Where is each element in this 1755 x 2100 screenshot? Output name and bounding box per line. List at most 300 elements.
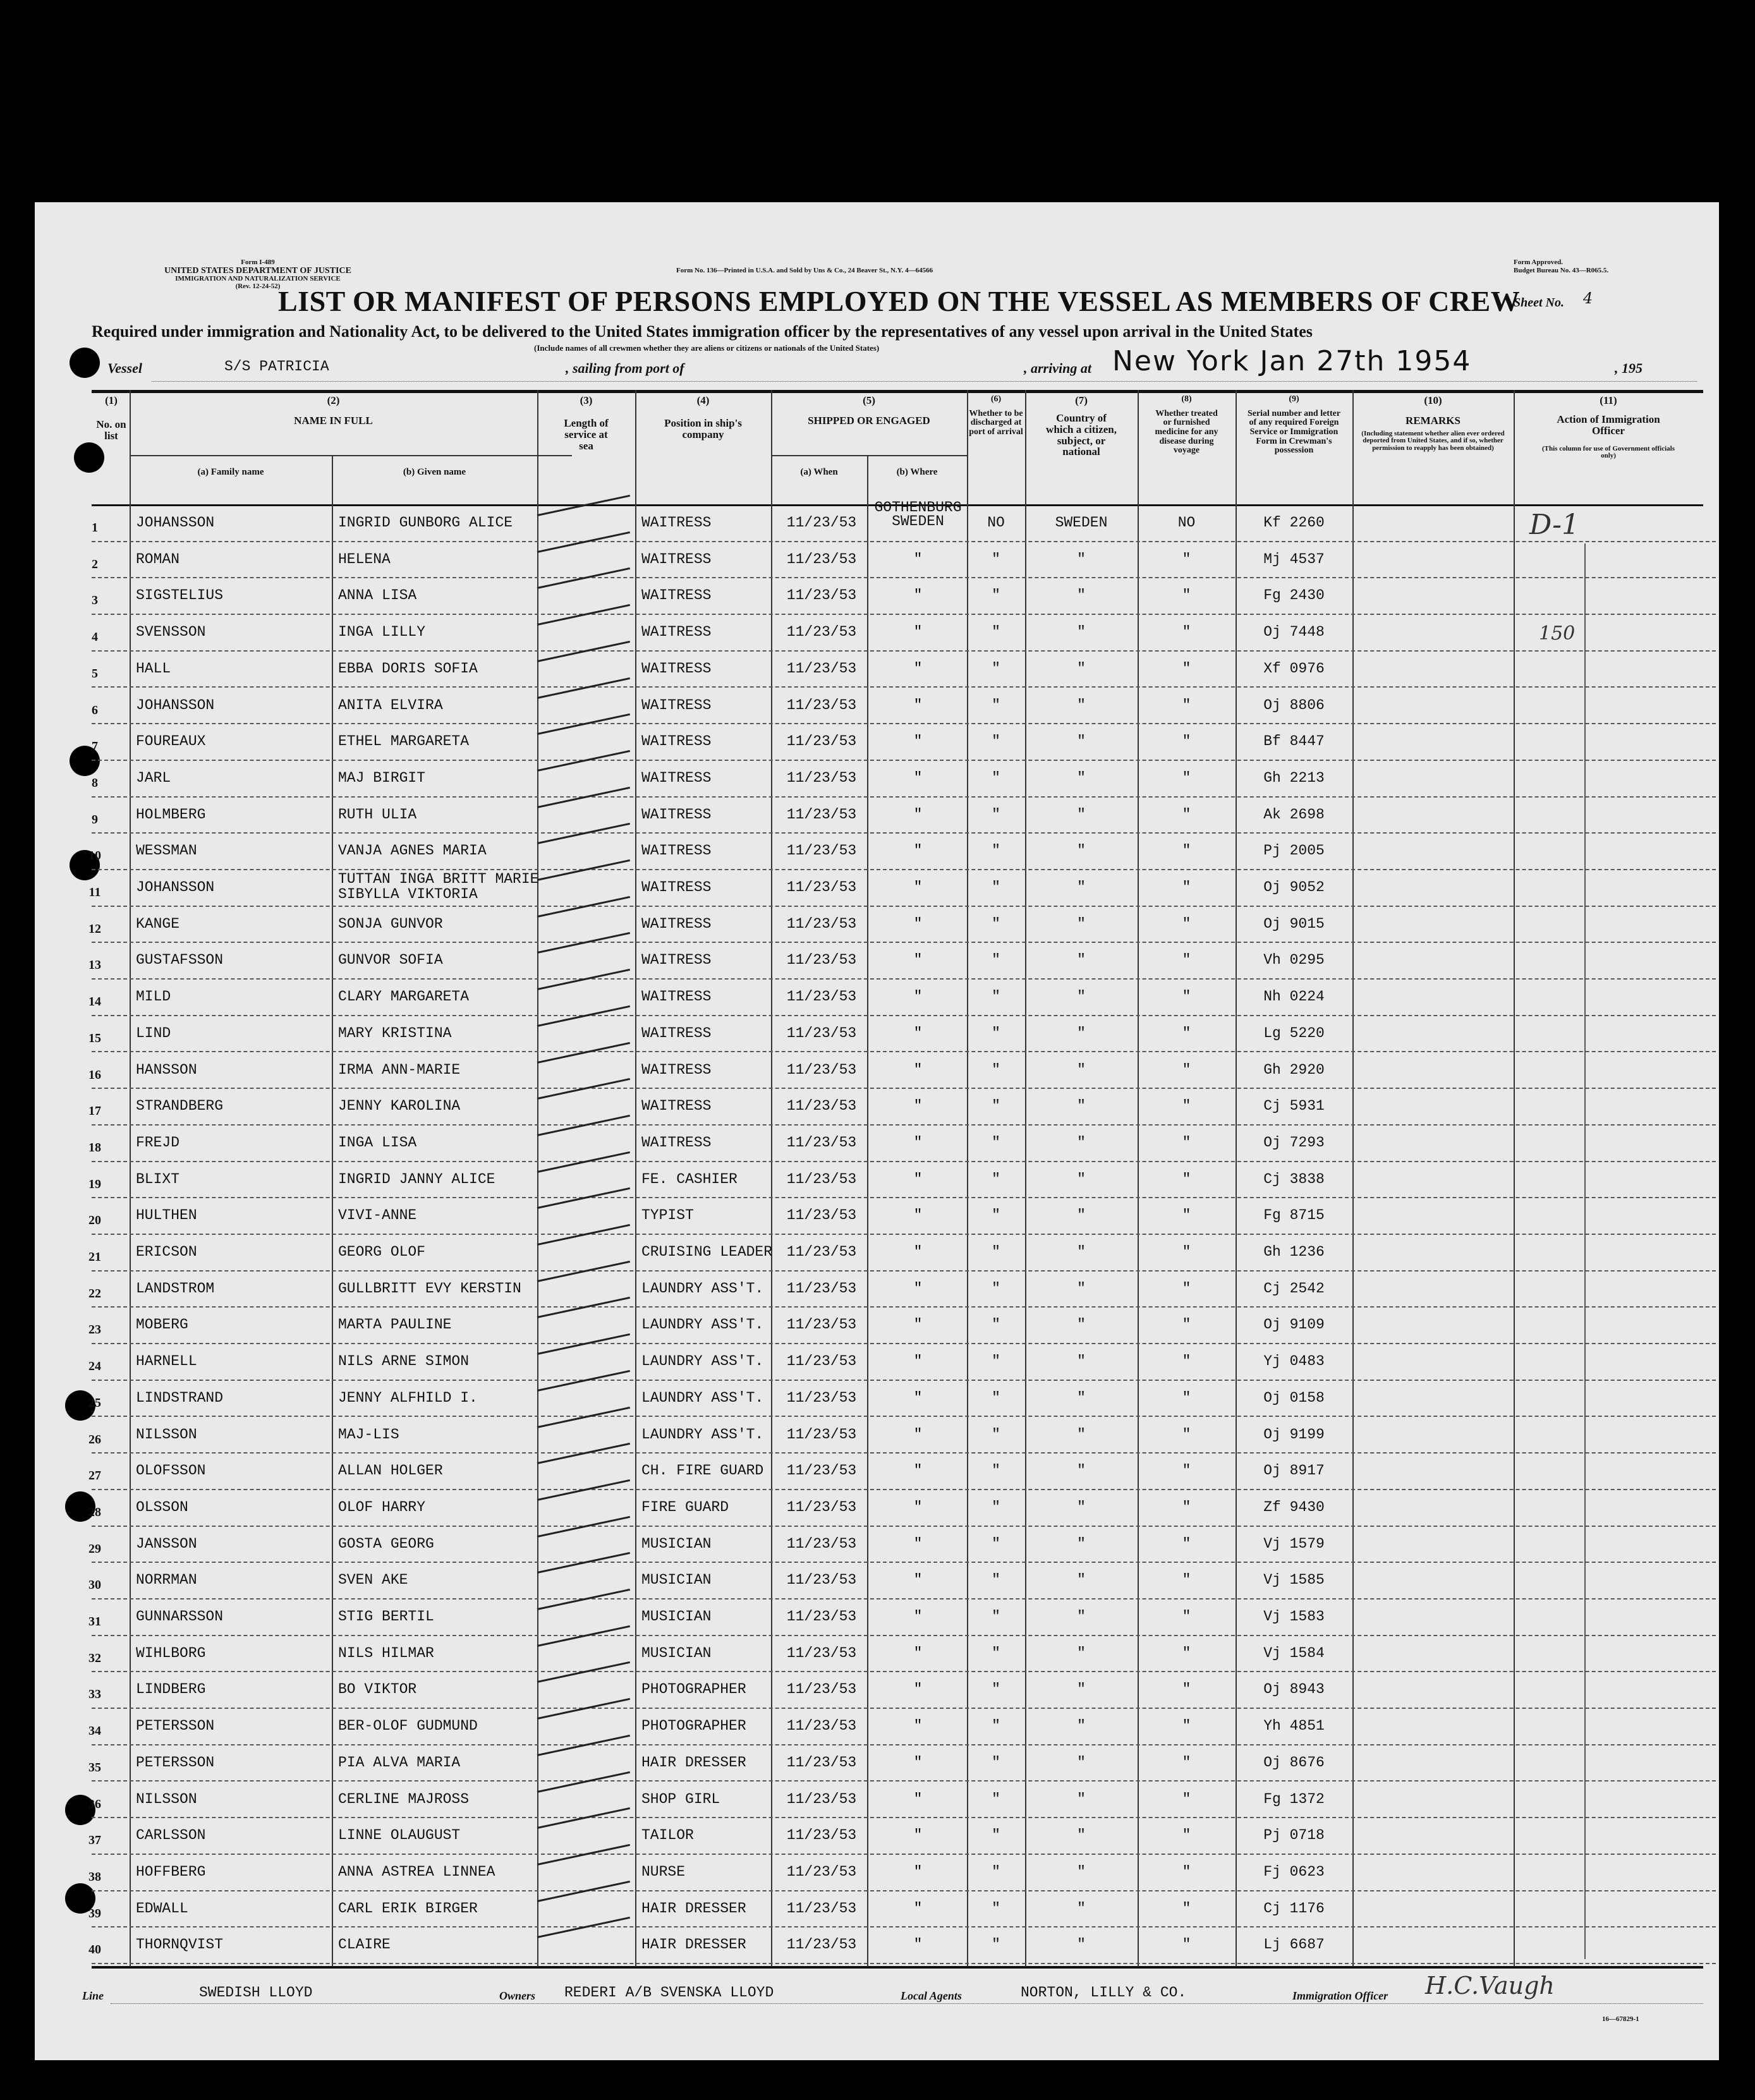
shipped-where-cell: " xyxy=(913,988,923,1005)
position-cell: CRUISING LEADER xyxy=(641,1244,773,1260)
discharged-cell: " xyxy=(992,842,1000,859)
given-name-cell: GEORG OLOF xyxy=(338,1244,426,1260)
discharged-cell: " xyxy=(992,1644,1000,1661)
given-name-cell: MARTA PAULINE xyxy=(338,1316,452,1333)
given-name-cell: HELENA xyxy=(338,550,391,567)
discharged-cell: " xyxy=(992,1681,1000,1698)
country-cell: " xyxy=(1077,1936,1086,1953)
discharged-cell: " xyxy=(992,988,1000,1005)
serial-number-cell: Nh 0224 xyxy=(1263,988,1325,1005)
table-row xyxy=(35,1053,1719,1089)
given-name-cell: RUTH ULIA xyxy=(338,806,417,823)
family-name-cell: NILSSON xyxy=(136,1790,197,1807)
row-number: 19 xyxy=(88,1177,101,1191)
row-number: 32 xyxy=(88,1651,101,1665)
row-number: 28 xyxy=(88,1505,101,1519)
discharged-cell: " xyxy=(992,1936,1000,1953)
serial-number-cell: Pj 0718 xyxy=(1263,1827,1325,1844)
medicine-cell: " xyxy=(1182,1280,1191,1297)
row-number: 2 xyxy=(92,557,98,571)
vessel-rule xyxy=(152,381,1697,382)
medicine-cell: " xyxy=(1182,1061,1191,1078)
shipped-where-cell: " xyxy=(913,952,923,969)
discharged-cell: " xyxy=(992,1244,1000,1260)
row-number: 27 xyxy=(88,1469,101,1483)
country-cell: " xyxy=(1077,1353,1086,1370)
family-name-cell: HULTHEN xyxy=(136,1207,197,1224)
family-name-cell: GUNNARSSON xyxy=(136,1608,224,1625)
row-number: 1 xyxy=(92,521,98,535)
owners-name: REDERI A/B SVENSKA LLOYD xyxy=(564,1984,774,2001)
shipped-where-cell: " xyxy=(913,915,923,932)
given-name-cell: BER-OLOF GUDMUND xyxy=(338,1718,478,1735)
family-name-cell: LIND xyxy=(136,1024,171,1041)
shipped-when-cell: 11/23/53 xyxy=(786,988,857,1005)
given-name-cell: MAJ-LIS xyxy=(338,1426,399,1443)
shipped-when-cell: 11/23/53 xyxy=(786,1244,857,1260)
shipped-where-cell: " xyxy=(913,1098,923,1115)
table-top-rule xyxy=(92,390,1703,393)
family-name-cell: HALL xyxy=(136,660,171,677)
given-name-cell: CLAIRE xyxy=(338,1936,391,1953)
family-name-cell: STRANDBERG xyxy=(136,1098,224,1115)
shipped-where-cell: " xyxy=(913,1608,923,1625)
serial-number-cell: Pj 2005 xyxy=(1263,842,1325,859)
serial-number-cell: Cj 3838 xyxy=(1263,1170,1325,1187)
position-cell: WAITRESS xyxy=(641,624,712,641)
officer-pencil-line xyxy=(1584,543,1586,1959)
discharged-cell: " xyxy=(992,1280,1000,1297)
country-cell: " xyxy=(1077,1316,1086,1333)
discharged-cell: " xyxy=(992,1061,1000,1078)
position-cell: WAITRESS xyxy=(641,988,712,1005)
serial-number-cell: Fg 8715 xyxy=(1263,1207,1325,1224)
medicine-cell: " xyxy=(1182,660,1191,677)
table-row xyxy=(35,1782,1719,1819)
medicine-cell: " xyxy=(1182,842,1191,859)
shipped-when-cell: 11/23/53 xyxy=(786,1498,857,1515)
row-number: 10 xyxy=(88,849,101,863)
serial-number-cell: Oj 0158 xyxy=(1263,1389,1325,1406)
year-suffix: , 195 xyxy=(1615,360,1643,376)
shipped-where-cell: " xyxy=(913,550,923,567)
shipped-where-cell: " xyxy=(913,1316,923,1333)
position-cell: LAUNDRY ASS'T. xyxy=(641,1426,764,1443)
medicine-cell: " xyxy=(1182,1681,1191,1698)
shipped-where-cell: " xyxy=(913,1024,923,1041)
shipped-when-cell: 11/23/53 xyxy=(786,1572,857,1589)
country-cell: " xyxy=(1077,806,1086,823)
serial-number-cell: Ak 2698 xyxy=(1263,806,1325,823)
discharged-cell: " xyxy=(992,1718,1000,1735)
sailing-label: , sailing from port of xyxy=(566,360,684,376)
discharged-cell: " xyxy=(992,1170,1000,1187)
country-cell: " xyxy=(1077,1098,1086,1115)
medicine-cell: " xyxy=(1182,1353,1191,1370)
row-number: 17 xyxy=(88,1104,101,1119)
shipped-where-cell: " xyxy=(913,1718,923,1735)
discharged-cell: " xyxy=(992,660,1000,677)
discharged-cell: " xyxy=(992,550,1000,567)
arriving-label: , arriving at xyxy=(1024,360,1091,376)
table-row xyxy=(35,688,1719,725)
shipped-when-cell: 11/23/53 xyxy=(786,1170,857,1187)
position-cell: LAUNDRY ASS'T. xyxy=(641,1316,764,1333)
row-number: 29 xyxy=(88,1541,101,1556)
line-name: SWEDISH LLOYD xyxy=(199,1984,313,2001)
medicine-cell: " xyxy=(1182,733,1191,750)
family-name-cell: BLIXT xyxy=(136,1170,180,1187)
family-name-cell: GUSTAFSSON xyxy=(136,952,224,969)
given-name-cell: INGRID GUNBORG ALICE xyxy=(338,514,513,531)
table-row xyxy=(35,1089,1719,1126)
row-number: 35 xyxy=(88,1760,101,1775)
table-row xyxy=(35,834,1719,870)
row-number: 18 xyxy=(88,1140,101,1155)
row-number: 6 xyxy=(92,703,98,717)
medicine-cell: " xyxy=(1182,1498,1191,1515)
medicine-cell: " xyxy=(1182,624,1191,641)
country-cell: " xyxy=(1077,1426,1086,1443)
col-header-shipped: (5) SHIPPED OR ENGAGED xyxy=(808,394,930,427)
row-number: 26 xyxy=(88,1432,101,1447)
row-number: 38 xyxy=(88,1869,101,1884)
col-header-officer-action: (11) Action of Immigration Officer (This column for use of Government officials only) xyxy=(1541,394,1675,460)
family-name-cell: CARLSSON xyxy=(136,1827,206,1844)
serial-number-cell: Cj 2542 xyxy=(1263,1280,1325,1297)
page-title: LIST OR MANIFEST OF PERSONS EMPLOYED ON THE VESSEL AS MEMBERS OF CREW xyxy=(278,285,1521,317)
shipped-split-rule xyxy=(771,455,967,456)
shipped-when-cell: 11/23/53 xyxy=(786,1936,857,1953)
family-name-cell: WIHLBORG xyxy=(136,1644,206,1661)
discharged-cell: " xyxy=(992,952,1000,969)
country-cell: " xyxy=(1077,842,1086,859)
shipped-when-cell: 11/23/53 xyxy=(786,1061,857,1078)
shipped-where-cell: " xyxy=(913,1644,923,1661)
shipped-where-cell: " xyxy=(913,733,923,750)
country-cell: " xyxy=(1077,1644,1086,1661)
shipped-where-cell: " xyxy=(913,1754,923,1771)
row-number: 31 xyxy=(88,1615,101,1629)
medicine-cell: " xyxy=(1182,769,1191,786)
position-cell: TAILOR xyxy=(641,1827,694,1844)
family-name-cell: FOUREAUX xyxy=(136,733,206,750)
country-cell: " xyxy=(1077,1535,1086,1552)
position-cell: LAUNDRY ASS'T. xyxy=(641,1353,764,1370)
agents-name: NORTON, LILLY & CO. xyxy=(1021,1984,1187,2001)
row-number: 15 xyxy=(88,1031,101,1045)
given-name-cell: VIVI-ANNE xyxy=(338,1207,417,1224)
shipped-where-cell: GOTHENBURG SWEDEN xyxy=(874,499,962,530)
given-name-cell: SVEN AKE xyxy=(338,1572,408,1589)
serial-number-cell: Xf 0976 xyxy=(1263,660,1325,677)
col-header-family-name: (a) Family name xyxy=(197,467,264,477)
given-name-cell: CARL ERIK BIRGER xyxy=(338,1900,478,1917)
shipped-when-cell: 11/23/53 xyxy=(786,696,857,713)
shipped-when-cell: 11/23/53 xyxy=(786,1900,857,1917)
subtitle: Required under immigration and Nationality Act, to be delivered to the United States immigration officer by the representatives of any vessel upon arrival in the United States xyxy=(92,322,1313,341)
discharged-cell: " xyxy=(992,1827,1000,1844)
position-cell: WAITRESS xyxy=(641,587,712,604)
row-number: 30 xyxy=(88,1578,101,1593)
shipped-when-cell: 11/23/53 xyxy=(786,1462,857,1479)
form-code: 16—67829-1 xyxy=(1602,2015,1639,2023)
table-row xyxy=(35,1417,1719,1454)
family-name-cell: NILSSON xyxy=(136,1426,197,1443)
row-number: 33 xyxy=(88,1687,101,1702)
given-name-cell: IRMA ANN-MARIE xyxy=(338,1061,461,1078)
family-name-cell: PETERSSON xyxy=(136,1718,215,1735)
discharged-cell: " xyxy=(992,624,1000,641)
discharged-cell: " xyxy=(992,1535,1000,1552)
position-cell: MUSICIAN xyxy=(641,1608,712,1625)
country-cell: " xyxy=(1077,1754,1086,1771)
sheet-number: 4 xyxy=(1583,289,1593,307)
family-name-cell: MOBERG xyxy=(136,1316,188,1333)
discharged-cell: " xyxy=(992,1498,1000,1515)
position-cell: LAUNDRY ASS'T. xyxy=(641,1280,764,1297)
shipped-when-cell: 11/23/53 xyxy=(786,769,857,786)
medicine-cell: NO xyxy=(1177,514,1196,531)
table-row xyxy=(35,1126,1719,1162)
row-number: 5 xyxy=(92,666,98,681)
col-header-country: (7) Country of which a citizen, subject, or national xyxy=(1046,394,1117,458)
given-name-cell: INGA LILLY xyxy=(338,624,426,641)
col-header-discharged: (6) Whether to be discharged at port of arrival xyxy=(969,394,1023,437)
shipped-when-cell: 11/23/53 xyxy=(786,1681,857,1698)
shipped-where-cell: " xyxy=(913,1498,923,1515)
shipped-where-cell: " xyxy=(913,624,923,641)
discharged-cell: NO xyxy=(987,514,1005,531)
family-name-cell: JOHANSSON xyxy=(136,879,215,895)
country-cell: SWEDEN xyxy=(1055,514,1108,531)
form-rev: (Rev. 12-24-52) xyxy=(235,282,281,290)
given-name-cell: NILS HILMAR xyxy=(338,1644,434,1661)
discharged-cell: " xyxy=(992,1790,1000,1807)
shipped-where-cell: " xyxy=(913,1681,923,1698)
country-cell: " xyxy=(1077,1681,1086,1698)
discharged-cell: " xyxy=(992,1098,1000,1115)
country-cell: " xyxy=(1077,624,1086,641)
shipped-when-cell: 11/23/53 xyxy=(786,1098,857,1115)
vessel-label: Vessel xyxy=(107,360,142,376)
family-name-cell: ROMAN xyxy=(136,550,180,567)
given-name-cell: BO VIKTOR xyxy=(338,1681,417,1698)
given-name-cell: NILS ARNE SIMON xyxy=(338,1353,470,1370)
table-row xyxy=(35,1855,1719,1891)
serial-number-cell: Lg 5220 xyxy=(1263,1024,1325,1041)
family-name-cell: OLOFSSON xyxy=(136,1462,206,1479)
shipped-where-cell: " xyxy=(913,1936,923,1953)
table-row xyxy=(35,1563,1719,1599)
row-number: 11 xyxy=(88,885,101,899)
table-row xyxy=(35,907,1719,944)
name-split-rule xyxy=(130,455,572,456)
discharged-cell: " xyxy=(992,1572,1000,1589)
serial-number-cell: Fg 2430 xyxy=(1263,587,1325,604)
punch-hole xyxy=(70,348,100,378)
shipped-when-cell: 11/23/53 xyxy=(786,1280,857,1297)
row-number: 8 xyxy=(92,775,98,790)
row-rule xyxy=(92,1963,1716,1964)
shipped-where-cell: " xyxy=(913,696,923,713)
col-header-service-length: (3) Length of service at sea xyxy=(564,394,609,452)
medicine-cell: " xyxy=(1182,696,1191,713)
shipped-when-cell: 11/23/53 xyxy=(786,1134,857,1151)
serial-number-cell: Bf 8447 xyxy=(1263,733,1325,750)
col-header-when: (a) When xyxy=(800,467,838,477)
shipped-where-cell: " xyxy=(913,769,923,786)
given-name-cell: MARY KRISTINA xyxy=(338,1024,452,1041)
shipped-where-cell: " xyxy=(913,1207,923,1224)
medicine-cell: " xyxy=(1182,1170,1191,1187)
position-cell: WAITRESS xyxy=(641,952,712,969)
position-cell: MUSICIAN xyxy=(641,1644,712,1661)
table-row xyxy=(35,1308,1719,1344)
discharged-cell: " xyxy=(992,1389,1000,1406)
shipped-where-cell: " xyxy=(913,660,923,677)
country-cell: " xyxy=(1077,1280,1086,1297)
country-cell: " xyxy=(1077,1827,1086,1844)
arriving-port-date: New York Jan 27th 1954 xyxy=(1112,345,1472,377)
given-name-cell: SONJA GUNVOR xyxy=(338,915,443,932)
country-cell: " xyxy=(1077,769,1086,786)
medicine-cell: " xyxy=(1182,1790,1191,1807)
family-name-cell: HOFFBERG xyxy=(136,1863,206,1880)
medicine-cell: " xyxy=(1182,1608,1191,1625)
family-name-cell: SVENSSON xyxy=(136,624,206,641)
country-cell: " xyxy=(1077,1790,1086,1807)
country-cell: " xyxy=(1077,1207,1086,1224)
manifest-sheet xyxy=(35,202,1719,2060)
position-cell: WAITRESS xyxy=(641,733,712,750)
family-name-cell: JOHANSSON xyxy=(136,514,215,531)
medicine-cell: " xyxy=(1182,1098,1191,1115)
country-cell: " xyxy=(1077,1244,1086,1260)
medicine-cell: " xyxy=(1182,806,1191,823)
family-name-cell: ERICSON xyxy=(136,1244,197,1260)
position-cell: WAITRESS xyxy=(641,806,712,823)
discharged-cell: " xyxy=(992,1353,1000,1370)
table-row xyxy=(35,1599,1719,1636)
family-name-cell: NORRMAN xyxy=(136,1572,197,1589)
shipped-where-cell: " xyxy=(913,1244,923,1260)
family-name-cell: HANSSON xyxy=(136,1061,197,1078)
table-row xyxy=(35,1381,1719,1417)
sheet-label: Sheet No. xyxy=(1514,296,1564,310)
col-header-where: (b) Where xyxy=(896,467,938,477)
family-name-cell: JOHANSSON xyxy=(136,696,215,713)
discharged-cell: " xyxy=(992,1462,1000,1479)
position-cell: WAITRESS xyxy=(641,660,712,677)
vessel-name: S/S PATRICIA xyxy=(224,358,329,375)
shipped-when-cell: 11/23/53 xyxy=(786,1353,857,1370)
shipped-where-cell: " xyxy=(913,842,923,859)
country-cell: " xyxy=(1077,660,1086,677)
shipped-when-cell: 11/23/53 xyxy=(786,1024,857,1041)
col-header-position: (4) Position in ship's company xyxy=(664,394,742,440)
row-number: 3 xyxy=(92,593,98,608)
serial-number-cell: Oj 7448 xyxy=(1263,624,1325,641)
serial-number-cell: Vh 0295 xyxy=(1263,952,1325,969)
table-row xyxy=(35,1490,1719,1527)
subtitle-note: (Include names of all crewmen whether they are aliens or citizens or nationals of the United States) xyxy=(534,343,880,353)
given-name-cell: ANITA ELVIRA xyxy=(338,696,443,713)
row-number: 13 xyxy=(88,958,101,973)
medicine-cell: " xyxy=(1182,1316,1191,1333)
given-name-cell: TUTTAN INGA BRITT MARIE SIBYLLA VIKTORIA xyxy=(338,871,539,902)
col-header-given-name: (b) Given name xyxy=(403,467,466,477)
service-length-mark xyxy=(537,495,630,516)
footer-rule xyxy=(111,2003,1703,2004)
position-cell: MUSICIAN xyxy=(641,1572,712,1589)
table-row xyxy=(35,1709,1719,1745)
serial-number-cell: Gh 2920 xyxy=(1263,1061,1325,1078)
table-row xyxy=(35,542,1719,579)
family-name-cell: FREJD xyxy=(136,1134,180,1151)
shipped-when-cell: 11/23/53 xyxy=(786,660,857,677)
shipped-where-cell: " xyxy=(913,1389,923,1406)
position-cell: WAITRESS xyxy=(641,842,712,859)
table-bottom-rule xyxy=(92,1966,1703,1969)
serial-number-cell: Lj 6687 xyxy=(1263,1936,1325,1953)
owners-label: Owners xyxy=(499,1989,536,2002)
medicine-cell: " xyxy=(1182,1863,1191,1880)
shipped-where-cell: " xyxy=(913,1280,923,1297)
col-header-number: (1) No. on list xyxy=(96,394,126,442)
row-number: 14 xyxy=(88,995,101,1009)
shipped-where-cell: " xyxy=(913,1426,923,1443)
position-cell: WAITRESS xyxy=(641,1098,712,1115)
serial-number-cell: Yj 0483 xyxy=(1263,1353,1325,1370)
table-row xyxy=(35,1162,1719,1199)
serial-number-cell: Fg 1372 xyxy=(1263,1790,1325,1807)
country-cell: " xyxy=(1077,915,1086,932)
serial-number-cell: Cj 1176 xyxy=(1263,1900,1325,1917)
shipped-where-cell: " xyxy=(913,806,923,823)
row-number: 39 xyxy=(88,1906,101,1921)
country-cell: " xyxy=(1077,1863,1086,1880)
country-cell: " xyxy=(1077,952,1086,969)
shipped-when-cell: 11/23/53 xyxy=(786,1608,857,1625)
medicine-cell: " xyxy=(1182,1535,1191,1552)
medicine-cell: " xyxy=(1182,1024,1191,1041)
table-row xyxy=(35,1672,1719,1709)
position-cell: CH. FIRE GUARD xyxy=(641,1462,764,1479)
medicine-cell: " xyxy=(1182,1572,1191,1589)
position-cell: WAITRESS xyxy=(641,1024,712,1041)
table-row xyxy=(35,943,1719,980)
shipped-when-cell: 11/23/53 xyxy=(786,550,857,567)
shipped-when-cell: 11/23/53 xyxy=(786,514,857,531)
serial-number-cell: Oj 8806 xyxy=(1263,696,1325,713)
serial-number-cell: Oj 9052 xyxy=(1263,879,1325,895)
position-cell: WAITRESS xyxy=(641,550,712,567)
shipped-when-cell: 11/23/53 xyxy=(786,1535,857,1552)
row-number: 9 xyxy=(92,812,98,827)
medicine-cell: " xyxy=(1182,1644,1191,1661)
position-cell: MUSICIAN xyxy=(641,1535,712,1552)
serial-number-cell: Vj 1579 xyxy=(1263,1535,1325,1552)
shipped-when-cell: 11/23/53 xyxy=(786,842,857,859)
family-name-cell: MILD xyxy=(136,988,171,1005)
shipped-when-cell: 11/23/53 xyxy=(786,1389,857,1406)
shipped-when-cell: 11/23/53 xyxy=(786,1790,857,1807)
position-cell: WAITRESS xyxy=(641,879,712,895)
given-name-cell: LINNE OLAUGUST xyxy=(338,1827,461,1844)
medicine-cell: " xyxy=(1182,1718,1191,1735)
row-number: 4 xyxy=(92,630,98,645)
